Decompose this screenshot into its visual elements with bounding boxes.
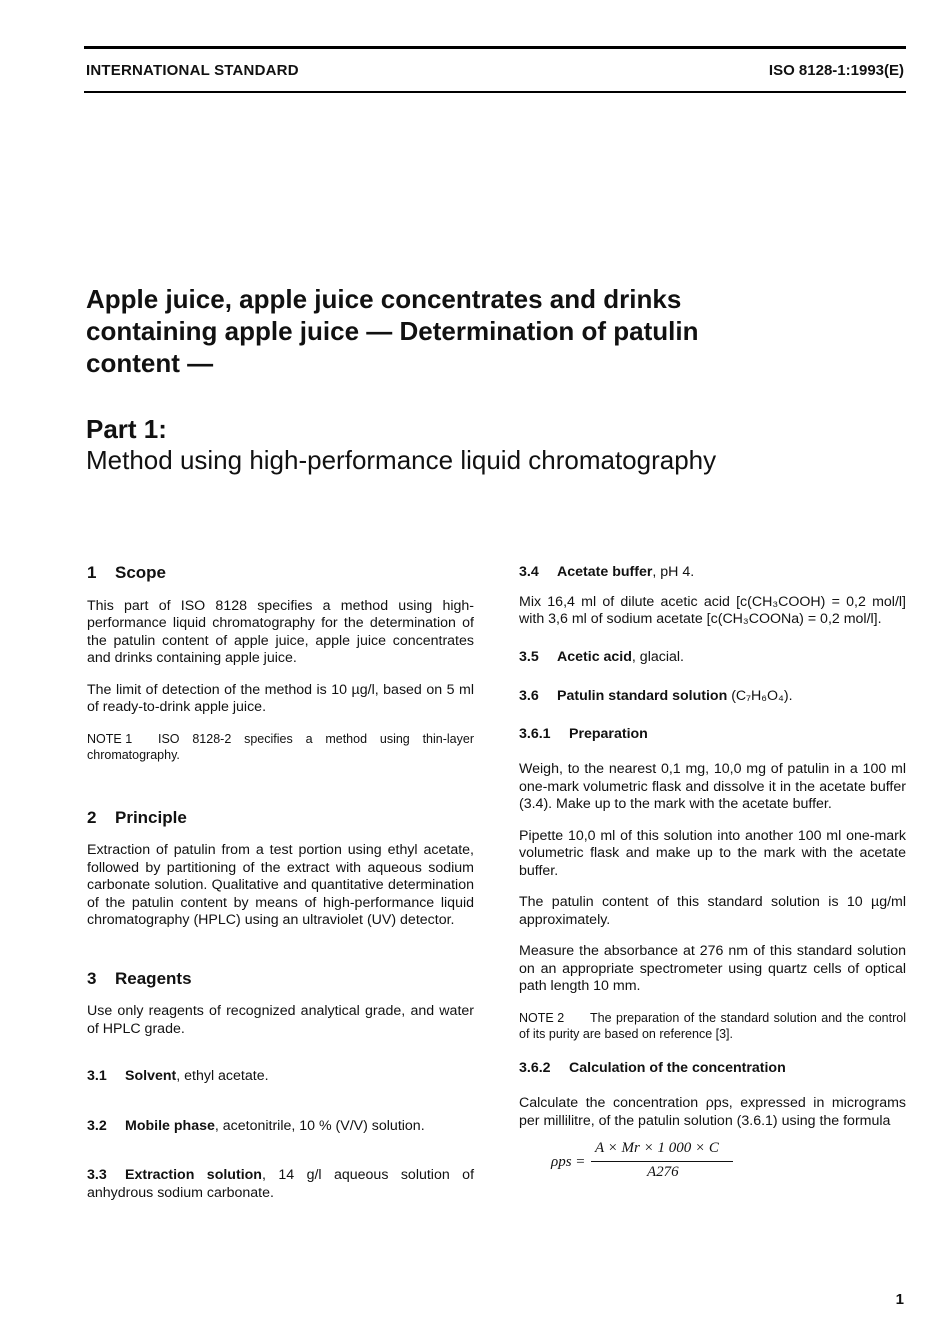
reagent-3-6: 3.6 Patulin standard solution (C₇H₆O₄). <box>519 688 793 704</box>
scope-paragraph-2: The limit of detection of the method is 10 µg/l, based on 5 ml of ready-to-drink apple juice. <box>87 681 474 715</box>
formula-lhs: ρps = <box>551 1154 586 1170</box>
preparation-paragraph-4: Measure the absorbance at 276 nm of this standard solution on an appropriate spectrometer using quartz cells of optical path length 10 mm. <box>519 943 906 994</box>
document-title <box>86 283 866 379</box>
reagent-3-1: 3.1 Solvent, ethyl acetate. <box>87 1068 269 1084</box>
preparation-paragraph-1: Weigh, to the nearest 0,1 mg, 10,0 mg of patulin in a 100 ml one-mark volumetric flask and dissolve it in the acetate buffer (3.4). Make up to the mark with the acetate buffer. <box>519 761 906 812</box>
page-number: 1 <box>895 1291 904 1308</box>
right-column <box>519 564 906 1186</box>
reagent-3-3: 3.3 Extraction solution, 14 g/l aqueous solution of anhydrous sodium carbonate. <box>87 1167 475 1201</box>
part-number: Part 1: <box>86 414 167 444</box>
fraction-bar <box>591 1161 733 1162</box>
header-document-type: INTERNATIONAL STANDARD <box>86 62 299 79</box>
note-2: NOTE 2 The preparation of the standard solution and the control of its purity are based on reference [3]. <box>519 1010 906 1041</box>
reagent-3-5: 3.5 Acetic acid, glacial. <box>519 648 684 665</box>
header-bottom-rule <box>84 91 906 93</box>
section-heading-scope: 1 Scope <box>87 563 167 582</box>
left-column <box>87 564 474 1216</box>
reagents-paragraph: Use only reagents of recognized analytical grade, and water of HPLC grade. <box>87 1003 474 1037</box>
section-heading-reagents: 3 Reagents <box>87 968 192 988</box>
principle-paragraph: Extraction of patulin from a test portion using ethyl acetate, followed by partitioning of the extract with aqueous sodium carbonate solution. Qualitative and quantitative determination of the patulin content by means of high-performance liquid chromatography (HPLC) using an ultraviolet (UV) detector. <box>87 842 474 928</box>
patulin-concentration-formula <box>519 1140 906 1186</box>
preparation-paragraph-2: Pipette 10,0 ml of this solution into another 100 ml one-mark volumetric flask and make up to the mark with the acetate buffer. <box>519 827 906 879</box>
title-line-1: Apple juice, apple juice concentrates and drinks <box>86 284 682 314</box>
title-line-2: containing apple juice — Determination of patulin <box>86 316 699 346</box>
reagent-3-2: 3.2 Mobile phase, acetonitrile, 10 % (V/V) solution. <box>87 1117 425 1134</box>
acetate-buffer-paragraph: Mix 16,4 ml of dilute acetic acid [c(CH₃COOH) = 0,2 mol/l] with 3,6 ml of sodium acetate [c(CH₃COONa) = 0,2 mol/l]. <box>519 593 906 627</box>
calculation-paragraph: Calculate the concentration ρps, expressed in micrograms per millilitre, of the patulin solution (3.6.1) using the formula <box>519 1095 906 1129</box>
header-top-rule <box>84 46 906 49</box>
scope-paragraph-1: This part of ISO 8128 specifies a method using high-performance liquid chromatography for the determination of the patulin content of apple juice, apple juice concentrates and drinks containing apple juice. <box>87 597 474 666</box>
header-standard-number: ISO 8128-1:1993(E) <box>768 62 904 79</box>
heading-3-6-1: 3.6.1 Preparation <box>519 725 648 742</box>
note-1: NOTE 1 ISO 8128-2 specifies a method using thin-layer chromatography. <box>87 731 474 762</box>
part-subtitle: Method using high-performance liquid chromatography <box>86 445 717 475</box>
title-line-3: content — <box>86 348 214 378</box>
formula-numerator: A × Mr × 1 000 × C <box>595 1140 719 1156</box>
preparation-paragraph-3: The patulin content of this standard solution is 10 µg/ml approximately. <box>519 894 906 928</box>
section-heading-principle: 2 Principle <box>87 807 187 827</box>
reagent-3-4: 3.4 Acetate buffer, pH 4. <box>519 564 695 580</box>
formula-denominator: A276 <box>647 1164 679 1180</box>
heading-3-6-2: 3.6.2 Calculation of the concentration <box>519 1059 786 1076</box>
